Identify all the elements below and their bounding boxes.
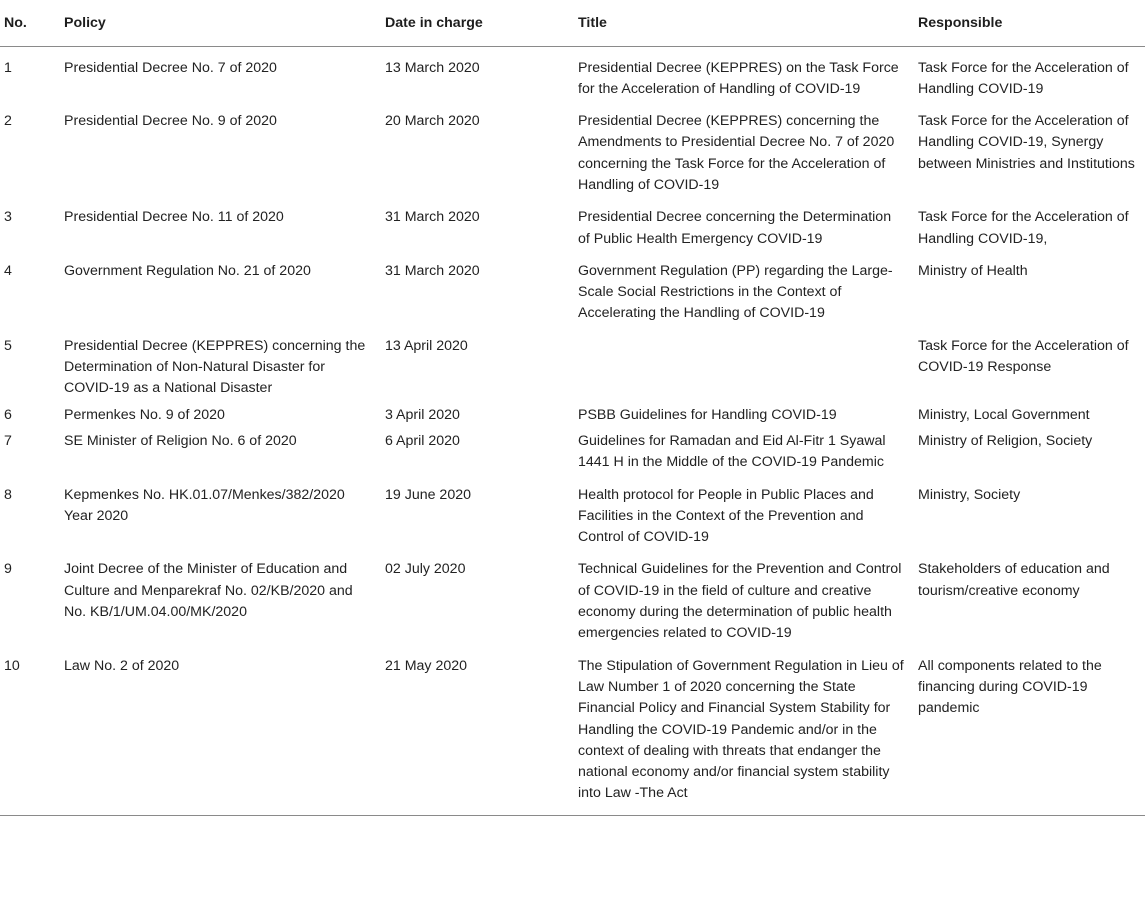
table-row — [0, 474, 1145, 549]
cell-policy: Law No. 2 of 2020 — [64, 657, 180, 674]
cell-no: 8 — [4, 486, 12, 503]
cell-responsible: Task Force for the Acceleration of Handling COVID-19, — [918, 209, 1129, 247]
table-row — [0, 548, 1145, 644]
cell-policy: SE Minister of Religion No. 6 of 2020 — [64, 432, 297, 449]
cell-title: The Stipulation of Government Regulation in Lieu of Law Number 1 of 2020 concerning the State Financial Policy and Financial System Stability for Handling the COVID-19 Pandemic and/or in the context of dealing with threats that endanger the national economy and/or financial system stability into Law -The Act — [578, 657, 904, 802]
table-row — [0, 100, 1145, 196]
cell-date: 31 March 2020 — [385, 209, 480, 226]
cell-policy: Presidential Decree No. 7 of 2020 — [64, 59, 277, 76]
cell-responsible: Task Force for the Acceleration of Handling COVID-19 — [918, 59, 1129, 97]
cell-policy: Presidential Decree No. 9 of 2020 — [64, 113, 277, 130]
table-row — [0, 325, 1145, 400]
cell-responsible: Task Force for the Acceleration of Handling COVID-19, Synergy between Ministries and Institutions — [918, 113, 1135, 172]
cell-date: 13 April 2020 — [385, 337, 468, 354]
table-row — [0, 250, 1145, 325]
table-row — [0, 426, 1145, 474]
cell-title: PSBB Guidelines for Handling COVID-19 — [578, 406, 837, 423]
cell-no: 6 — [4, 406, 12, 423]
cell-title: Presidential Decree (KEPPRES) concerning the Amendments to Presidential Decree No. 7 of 2020 concerning the Task Force for the Acceleration of Handling of COVID-19 — [578, 113, 895, 193]
cell-no: 9 — [4, 561, 12, 578]
cell-title: Guidelines for Ramadan and Eid Al-Fitr 1 Syawal 1441 H in the Middle of the COVID-19 Pandemic — [578, 432, 886, 471]
cell-title — [572, 325, 912, 400]
cell-no: 5 — [4, 337, 12, 354]
cell-responsible: Ministry, Local Government — [918, 406, 1090, 423]
cell-policy: Presidential Decree No. 11 of 2020 — [64, 209, 284, 226]
cell-policy: Government Regulation No. 21 of 2020 — [64, 262, 311, 279]
cell-date: 31 March 2020 — [385, 262, 480, 279]
cell-date: 21 May 2020 — [385, 657, 468, 674]
table-row — [0, 400, 1145, 426]
table-row — [0, 46, 1145, 100]
cell-responsible: Ministry of Health — [918, 262, 1028, 279]
table-row — [0, 196, 1145, 250]
cell-title: Presidential Decree (KEPPRES) on the Task Force for the Acceleration of Handling of COVID-19 — [578, 59, 899, 97]
table-header-row — [0, 0, 1145, 46]
cell-date: 20 March 2020 — [385, 113, 480, 130]
cell-responsible: Ministry, Society — [918, 486, 1021, 503]
cell-no: 2 — [4, 113, 12, 130]
column-header-date: Date in charge — [385, 15, 483, 31]
cell-title: Government Regulation (PP) regarding the Large-Scale Social Restrictions in the Context of Accelerating the Handling of COVID-19 — [578, 262, 893, 322]
column-header-title: Title — [578, 15, 607, 31]
cell-date: 13 March 2020 — [385, 59, 480, 76]
cell-no: 10 — [4, 657, 20, 674]
cell-policy: Joint Decree of the Minister of Education and Culture and Menparekraf No. 02/KB/2020 and No. KB/1/UM.04.00/MK/2020 — [64, 561, 353, 621]
cell-no: 3 — [4, 209, 12, 226]
cell-date: 6 April 2020 — [385, 432, 460, 449]
cell-responsible: Ministry of Religion, Society — [918, 432, 1093, 449]
cell-title: Technical Guidelines for the Prevention and Control of COVID-19 in the field of culture and creative economy during the determination of public health emergencies related to COVID-19 — [578, 561, 902, 642]
cell-no: 1 — [4, 59, 12, 76]
column-header-policy: Policy — [64, 15, 106, 31]
column-header-no: No. — [4, 15, 27, 31]
cell-date: 02 July 2020 — [385, 561, 466, 578]
cell-policy: Kepmenkes No. HK.01.07/Menkes/382/2020 Year 2020 — [64, 486, 345, 524]
cell-no: 4 — [4, 262, 12, 279]
cell-date: 19 June 2020 — [385, 486, 471, 503]
cell-title: Presidential Decree concerning the Determination of Public Health Emergency COVID-19 — [578, 209, 892, 247]
table-row — [0, 645, 1145, 816]
cell-date: 3 April 2020 — [385, 406, 460, 423]
cell-responsible: Task Force for the Acceleration of COVID-19 Response — [918, 337, 1129, 376]
cell-responsible: Stakeholders of education and tourism/creative economy — [918, 561, 1110, 599]
cell-policy: Presidential Decree (KEPPRES) concerning the Determination of Non-Natural Disaster for COVID-19 as a National Disaster — [64, 337, 366, 397]
column-header-responsible: Responsible — [918, 15, 1003, 31]
cell-responsible: All components related to the financing during COVID-19 pandemic — [918, 657, 1102, 717]
cell-no: 7 — [4, 432, 12, 449]
cell-title: Health protocol for People in Public Places and Facilities in the Context of the Prevention and Control of COVID-19 — [578, 486, 874, 546]
cell-policy: Permenkes No. 9 of 2020 — [64, 406, 225, 423]
